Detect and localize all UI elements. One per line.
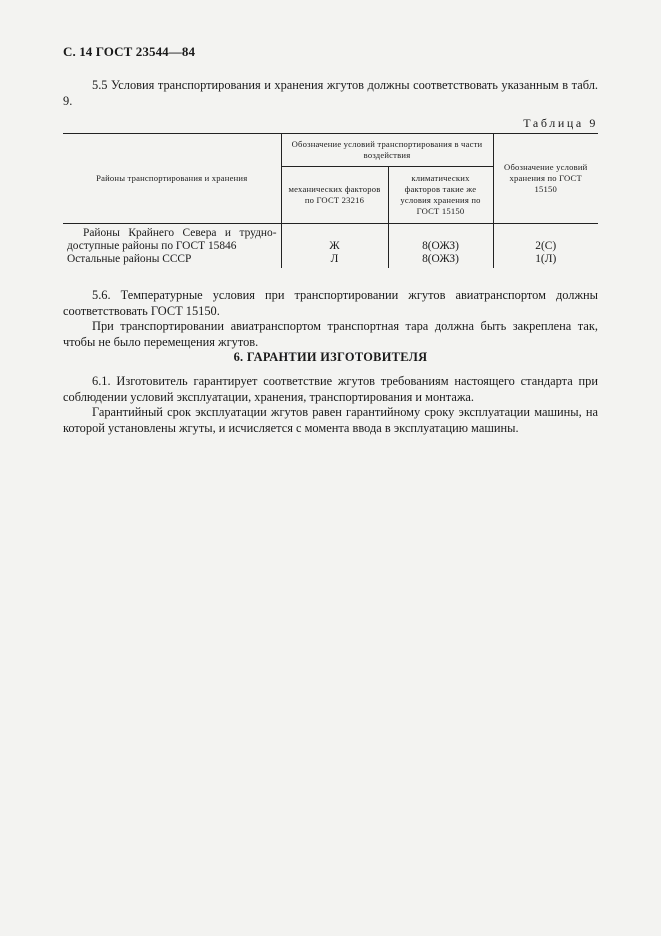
paragraph-5-6b-text: При транспортировании авиатранспортом транспортная тара должна быть закреплена так, чтобы не было перемещения жгутов. xyxy=(63,319,598,349)
cell-mechanical: Л xyxy=(281,253,388,268)
paragraph-5-6 xyxy=(63,288,598,350)
header-climatic: климатических факторов такие же условия хранения по ГОСТ 15150 xyxy=(388,167,493,224)
paragraph-6-1 xyxy=(63,374,598,436)
cell-storage: 2(С) xyxy=(493,224,598,254)
paragraph-6-1-text: 6.1. Изготовитель гарантирует соответствие жгутов требованиям настоящего стандарта при соблюдении условий эксплуатации, хранения, транспортирования и монтажа. xyxy=(63,374,598,404)
paragraph-5-6-text: 5.6. Температурные условия при транспортировании жгутов авиатранспортом должны соответствовать ГОСТ 15150. xyxy=(63,288,598,318)
cell-mechanical: Ж xyxy=(281,224,388,254)
table-caption: Таблица 9 xyxy=(523,116,598,130)
cell-storage: 1(Л) xyxy=(493,253,598,268)
paragraph-5-5-text: 5.5 Условия транспортирования и хранения жгутов должны соответствовать указанным в табл. 9. xyxy=(63,78,598,108)
paragraph-6-1b-text: Гарантийный срок эксплуатации жгутов равен гарантийному сроку эксплуатации машины, на которой установлены жгуты, и исчисляется с момента ввода в эксплуатацию машины. xyxy=(63,405,598,435)
cell-climatic: 8(ОЖЗ) xyxy=(388,253,493,268)
page-header: С. 14 ГОСТ 23544—84 xyxy=(63,44,196,59)
table-row xyxy=(63,253,598,268)
header-regions: Районы транспортирования и хранения xyxy=(63,134,281,224)
paragraph-5-5 xyxy=(63,78,598,109)
cell-region: Остальные районы СССР xyxy=(67,253,192,265)
header-storage: Обозначение условий хранения по ГОСТ 15150 xyxy=(493,134,598,224)
header-mechanical: механических факторов по ГОСТ 23216 xyxy=(281,167,388,224)
table-row xyxy=(63,224,598,254)
header-transport-group: Обозначение условий транспортирования в части воздействия xyxy=(281,134,493,167)
cell-climatic: 8(ОЖЗ) xyxy=(388,224,493,254)
cell-region: Районы Крайнего Севера и трудно-доступные районы по ГОСТ 15846 xyxy=(67,227,277,252)
section-title: 6. ГАРАНТИИ ИЗГОТОВИТЕЛЯ xyxy=(233,350,428,364)
transport-conditions-table xyxy=(63,133,598,268)
